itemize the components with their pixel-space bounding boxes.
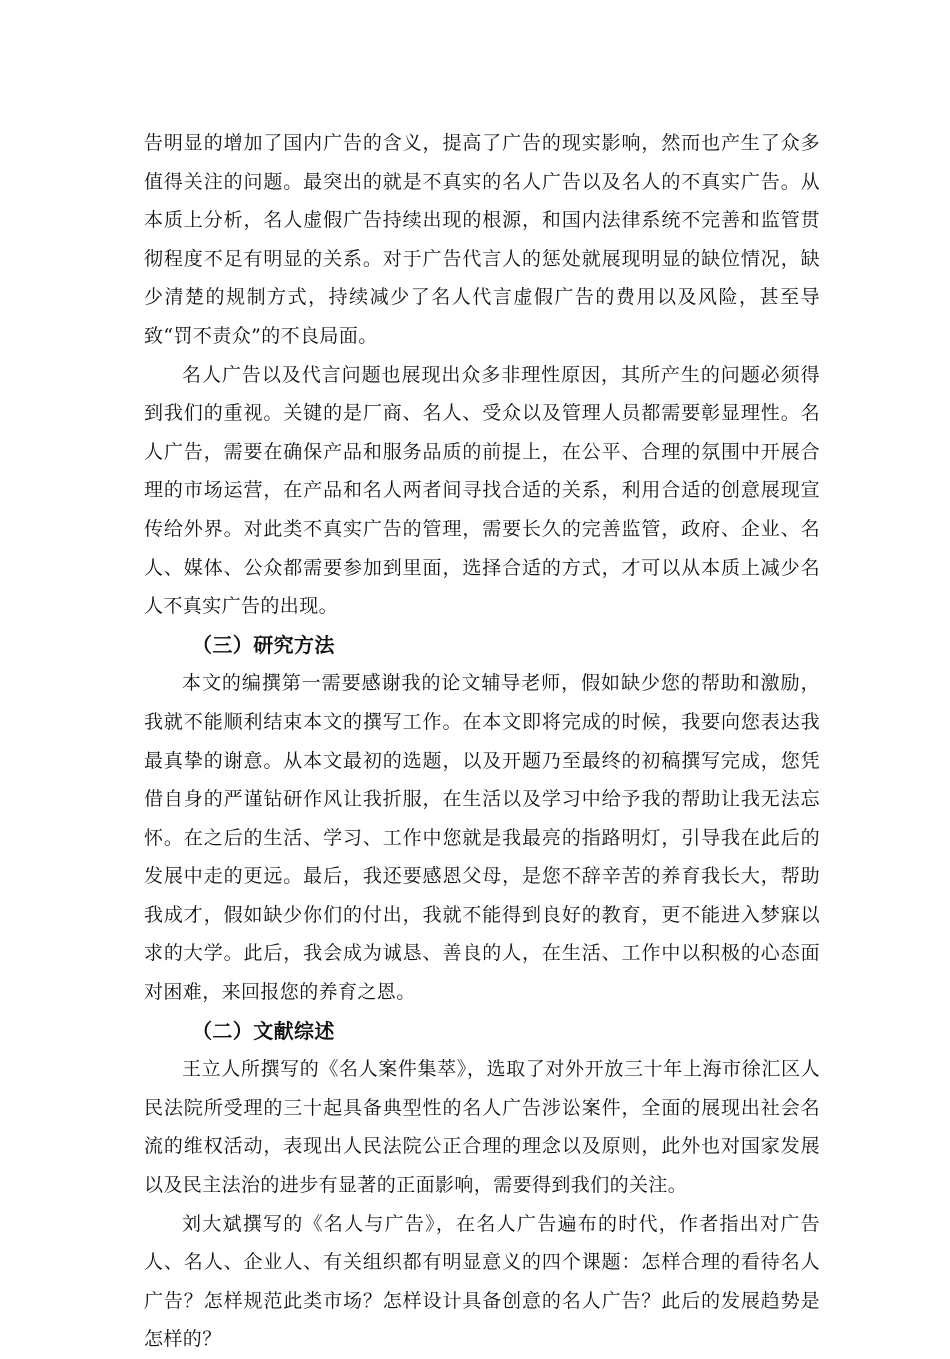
paragraph-literature-1: 王立人所撰写的《名人案件集萃》，选取了对外开放三十年上海市徐汇区人民法院所受理的三十起具备典型性的名人广告涉讼案件，全面的展现出社会名流的维权活动，表现出人民法院公正合理的理念以及原则，此外也对国家发展以及民主法治的进步有显著的正面影响，需要得到我们的关注。 (144, 1058, 820, 1197)
section-heading-research-methods: （三）研究方法 (192, 632, 335, 657)
paragraph-continuation: 告明显的增加了国内广告的含义，提高了广告的现实影响，然而也产生了众多值得关注的问题。最突出的就是不真实的名人广告以及名人的不真实广告。从本质上分析，名人虚假广告持续出现的根源，和国内法律系统不完善和监管贯彻程度不足有明显的关系。对于广告代言人的惩处就展现明显的缺位情况，缺少清楚的规制方式，持续减少了名人代言虚假广告的费用以及风险，甚至导致“罚不责众”的不良局面。 (144, 132, 820, 347)
paragraph-celebrity-ads: 名人广告以及代言问题也展现出众多非理性原因，其所产生的问题必须得到我们的重视。关键的是厂商、名人、受众以及管理人员都需要彰显理性。名人广告，需要在确保产品和服务品质的前提上，在公平、合理的氛围中开展合理的市场运营，在产品和名人两者间寻找合适的关系，利用合适的创意展现宣传给外界。对此类不真实广告的管理，需要长久的完善监管，政府、企业、名人、媒体、公众都需要参加到里面，选择合适的方式，才可以从本质上减少名人不真实广告的出现。 (144, 363, 820, 618)
document-body (144, 124, 820, 1359)
paragraph-literature-2: 刘大斌撰写的《名人与广告》，在名人广告遍布的时代，作者指出对广告人、名人、企业人、有关组织都有明显意义的四个课题：怎样合理的看待名人广告？怎样规范此类市场？怎样设计具备创意的名人广告？此后的发展趋势是怎样的？ (144, 1212, 820, 1351)
paragraph-acknowledgement: 本文的编撰第一需要感谢我的论文辅导老师，假如缺少您的帮助和激励，我就不能顺利结束本文的撰写工作。在本文即将完成的时候，我要向您表达我最真挚的谢意。从本文最初的选题，以及开题乃至最终的初稿撰写完成，您凭借自身的严谨钻研作风让我折服，在生活以及学习中给予我的帮助让我无法忘怀。在之后的生活、学习、工作中您就是我最亮的指路明灯，引导我在此后的发展中走的更远。最后，我还要感恩父母，是您不辞辛苦的养育我长大，帮助我成才，假如缺少你们的付出，我就不能得到良好的教育，更不能进入梦寐以求的大学。此后，我会成为诚恳、善良的人，在生活、工作中以积极的心态面对困难，来回报您的养育之恩。 (144, 672, 820, 1004)
section-heading-literature-review: （二）文献综述 (192, 1018, 335, 1043)
